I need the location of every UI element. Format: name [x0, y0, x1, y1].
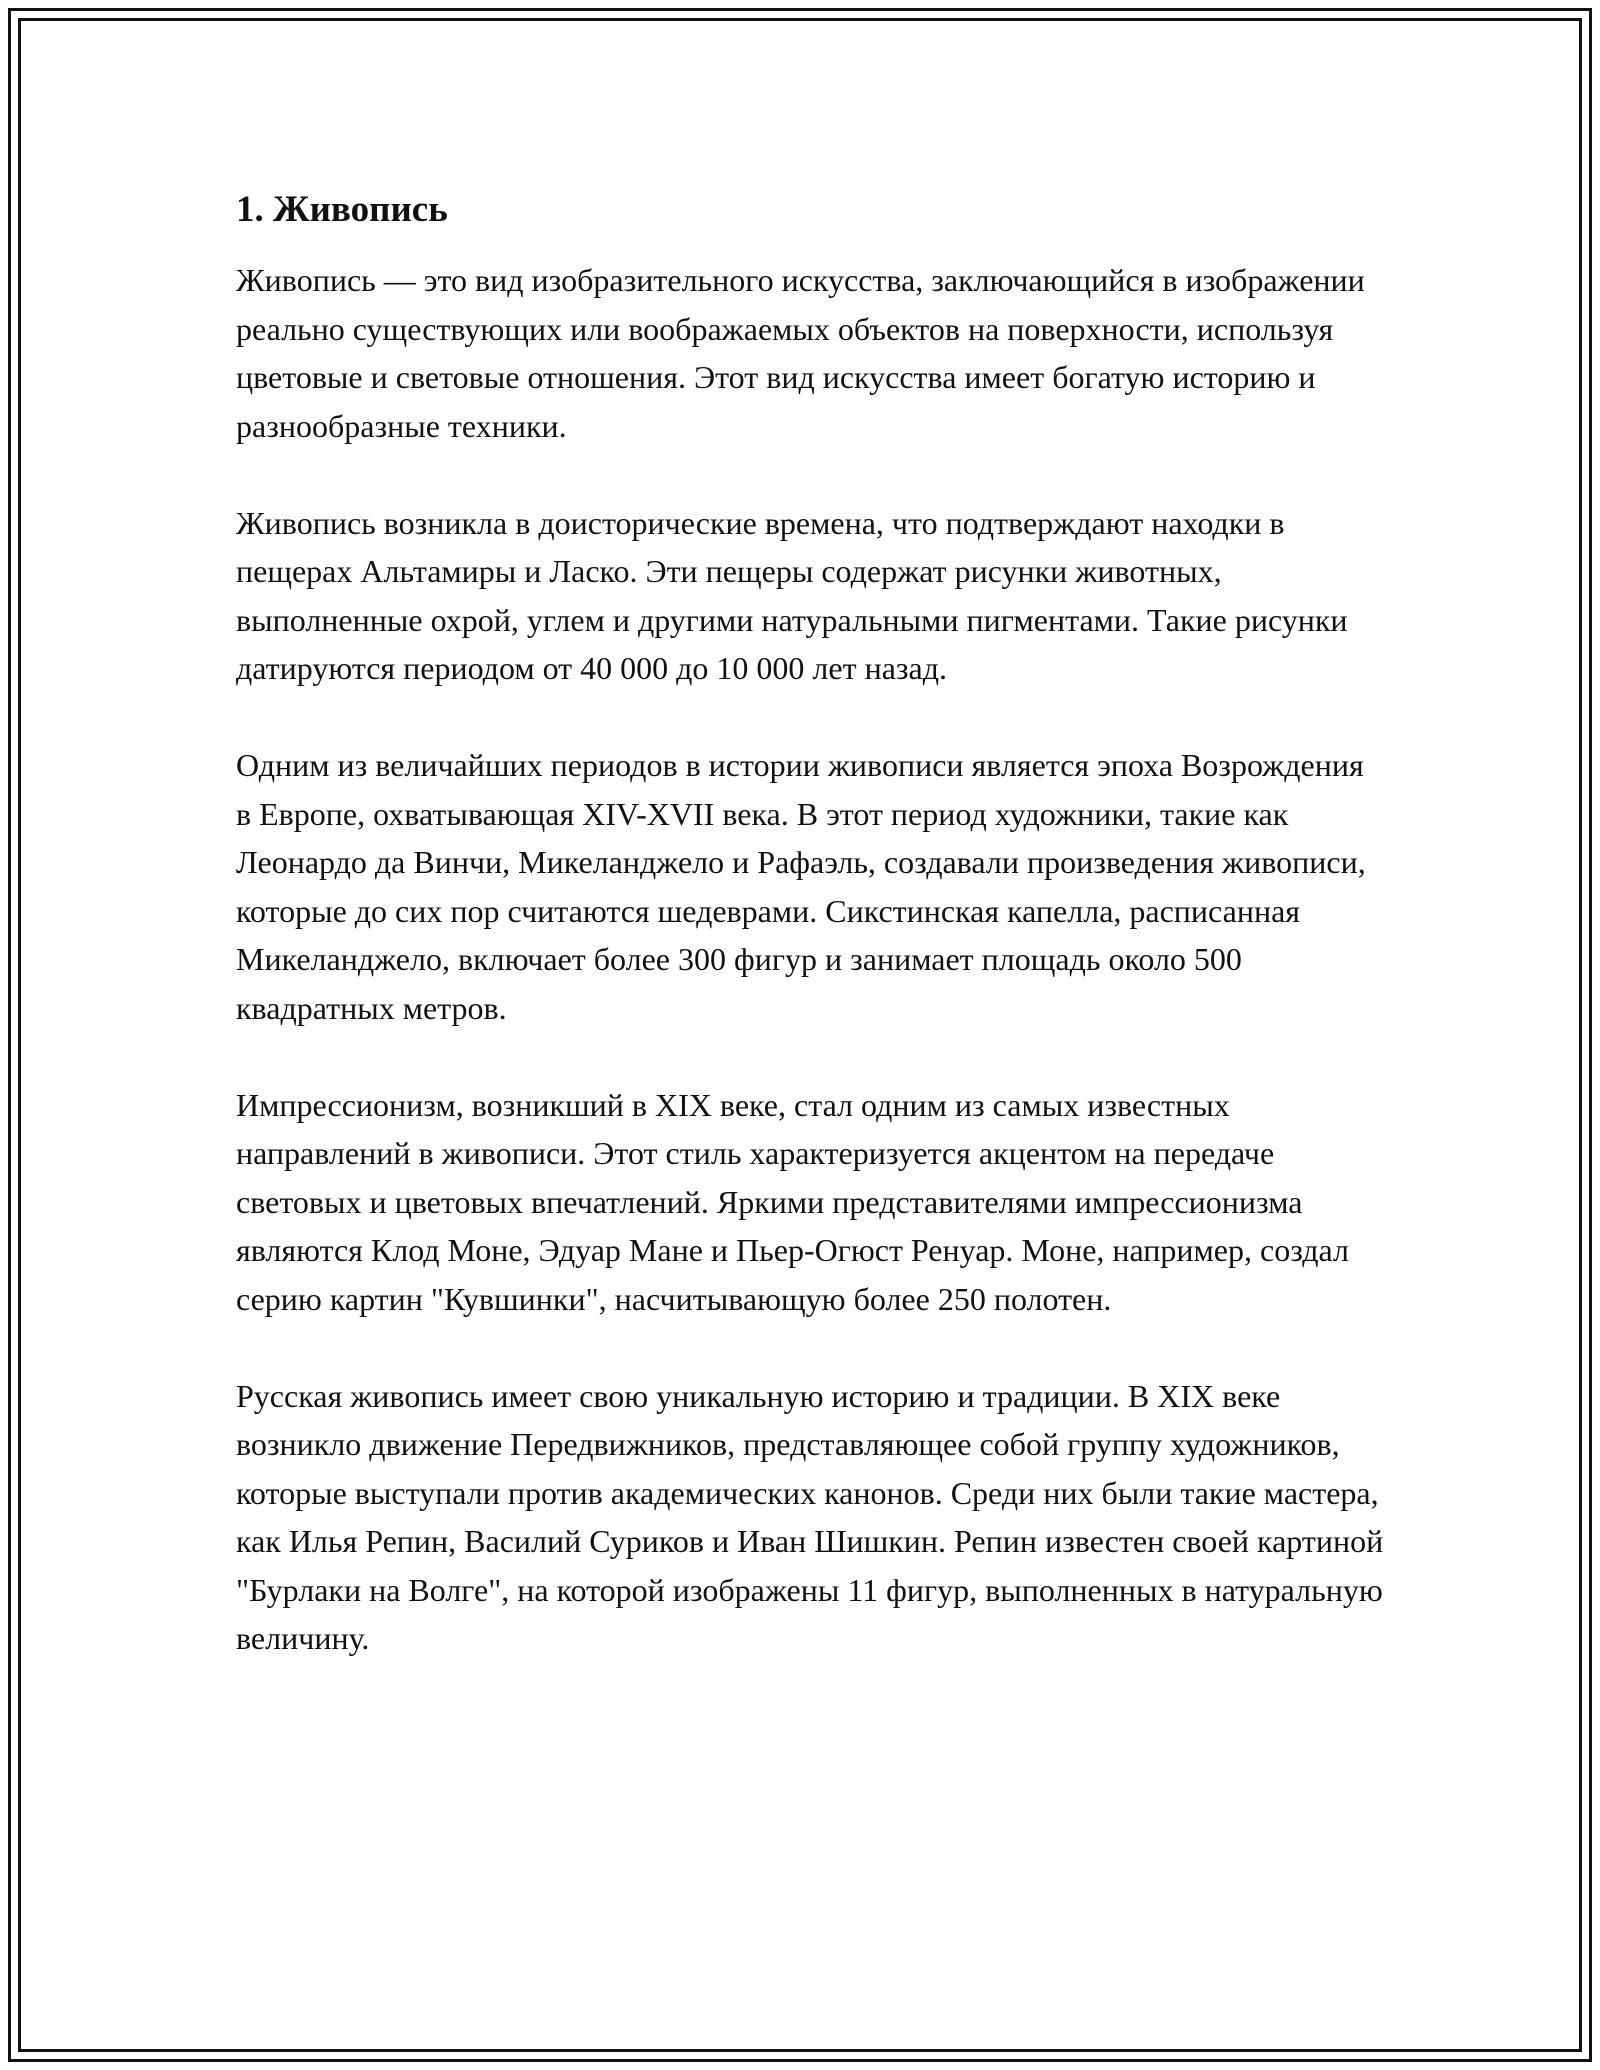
paragraph-impressionism: Импрессионизм, возникший в XIX веке, стал одним из самых известных направлений в живописи. Этот стиль характеризуется акцентом на передаче световых и цветовых впечатлений. Яркими представителями импрессионизма являются Клод Моне, Эдуар Мане и Пьер-Огюст Ренуар. Моне, например, создал серию картин "Кувшинки", насчитывающую более 250 полотен.: [236, 1086, 1349, 1317]
paragraph-russian-painting: Русская живопись имеет свою уникальную историю и традиции. В XIX веке возникло движение Передвижников, представляющее собой группу художников, которые выступали против академических канонов. Среди них были такие мастера, как Илья Репин, Василий Суриков и Иван Шишкин. Репин известен своей картиной "Бурлаки на Волге", на которой изображены 11 фигур, выполненных в натуральную величину.: [236, 1377, 1384, 1656]
document-body: [236, 186, 1386, 1711]
section-heading: 1. Живопись: [236, 189, 448, 230]
paragraph-renaissance: Одним из величайших периодов в истории живописи является эпоха Возрождения в Европе, охватывающая XIV-XVII века. В этот период художники, такие как Леонардо да Винчи, Микеланджело и Рафаэль, создавали произведения живописи, которые до сих пор считаются шедеврами. Сикстинская капелла, расписанная Микеланджело, включает более 300 фигур и занимает площадь около 500 квадратных метров.: [236, 747, 1366, 1026]
paragraph-intro: Живопись — это вид изобразительного искусства, заключающийся в изображении реально существующих или воображаемых объектов на поверхности, используя цветовые и световые отношения. Этот вид искусства имеет богатую историю и разнообразные техники.: [236, 262, 1365, 444]
paragraph-prehistoric: Живопись возникла в доисторические времена, что подтверждают находки в пещерах Альтамиры и Ласко. Эти пещеры содержат рисунки животных, выполненные охрой, углем и другими натуральными пигментами. Такие рисунки датируются периодом от 40 000 до 10 000 лет назад.: [236, 504, 1348, 686]
